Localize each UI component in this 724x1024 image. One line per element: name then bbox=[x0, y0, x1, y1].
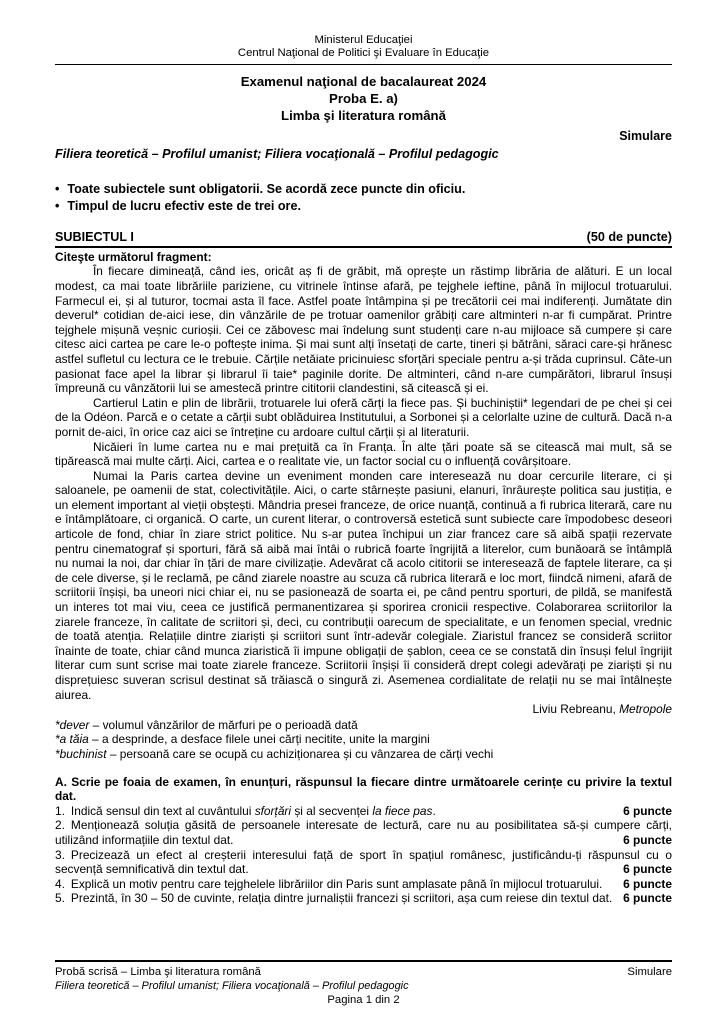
footnote bbox=[55, 718, 672, 733]
subject-1-heading-row bbox=[55, 230, 672, 248]
points-label: 6 puncte bbox=[623, 832, 672, 847]
footer-filiera: Filiera teoretică – Profilul umanist; Filiera vocaţională – Profilul pedagogic bbox=[55, 980, 409, 992]
footnote-definition: – a desprinde, a desface filele unei cărți necitite, unite la margini bbox=[88, 732, 430, 747]
page-footer bbox=[55, 960, 672, 1007]
question-number: 2. bbox=[55, 818, 65, 833]
center-name: Centrul Naţional de Politici şi Evaluare în Educaţie bbox=[237, 47, 490, 59]
question-number: 3. bbox=[55, 847, 65, 862]
points-label: 6 puncte bbox=[623, 803, 672, 818]
footer-variant: Simulare bbox=[627, 966, 672, 978]
footnote bbox=[55, 732, 672, 747]
question-text: și al secvenței bbox=[291, 803, 373, 818]
points-label: 6 puncte bbox=[623, 891, 672, 906]
exam-title: Examenul naţional de bacalaureat 2024 bbox=[240, 74, 487, 89]
question-italic-term: sforțări bbox=[254, 803, 292, 818]
footnote bbox=[55, 747, 672, 762]
question-text: Menționează soluția găsită de persoanele interesate de lectură, care nu au posibilitatea să-și cumpere cărți, utilizând informațiile din textul dat. bbox=[55, 818, 672, 847]
points-label: 6 puncte bbox=[623, 862, 672, 877]
question-text: Explică un motiv pentru care tejghelele librăriilor din Paris sunt amplasate până în mijlocul trotuarului. bbox=[70, 876, 603, 891]
footnote-definition: – volumul vânzărilor de mărfuri pe o perioadă dată bbox=[89, 717, 358, 732]
question-italic-term: la fiece pas bbox=[372, 803, 433, 818]
question-4 bbox=[55, 877, 672, 892]
fragment-paragraph: Nicăieri în lume cartea nu e mai prețuită ca în Franța. În alte țări poate să se citească mai mult, să se tipărească mai multe cărți. Aici, cartea e o realitate vie, un factor social cu o influență covârșitoare. bbox=[55, 439, 672, 469]
exam-subject: Limba şi literatura română bbox=[281, 108, 446, 123]
variant-label: Simulare bbox=[619, 129, 672, 143]
filiera-line: Filiera teoretică – Profilul umanist; Filiera vocaţională – Profilul pedagogic bbox=[55, 146, 499, 161]
footnote-definition: – persoană care se ocupă cu achiziționarea și cu vânzarea de cărți vechi bbox=[106, 746, 494, 761]
attribution-author: Liviu Rebreanu, bbox=[532, 702, 620, 717]
subject-1-points: (50 de puncte) bbox=[586, 230, 672, 245]
title-block bbox=[55, 73, 672, 124]
fragment-paragraph: Numai la Paris cartea devine un eveniment monden care interesează nu doar cercurile literare, ci și saloanele, pe oamenii de stat, colectivitățile. Aici, o carte stârnește pasiuni, elanuri, înrâurește politica sau justiția, e un element important al vieții obștești. Mândria presei franceze, de orice nuanță, continuă a fi rubrica literară, care nu e întâmplătoare, ci organică. O carte, un curent literar, o controversă estetică sunt subiecte care împodobesc deseori articole de fond, chiar în ziare strict politice. Nu s-ar putea închipui un ziar francez care să aibă spații rezervate pentru cinematograf și sporturi, fără să aibă mai întâi o rubrică foarte îngrijită a literelor, cum bunăoară se întâmplă nu numai la noi, dar chiar în țări de mare civilizație. Adevărat că acolo cititorii se interesează de faptele literare, ca și de cele diverse, și le reclamă, pe când ziarele noastre au scuza că rubrica literară e loc mort, fiindcă nimeni, afară de scriitorii înșiși, ba uneori nici chiar ei, nu se pasionează de soarta ei, pe când pentru sporturi, de pildă, se manifestă un interes tot mai viu, ceea ce justifică permanentizarea și sporirea cronicii respective. Colaborarea scriitorilor la ziarele franceze, în calitate de scriitori și, deci, cu contribuții oarecum de specialitate, e un fenomen special, vrednic de toată atenția. Relațiile dintre ziariști și scriitori sunt într-adevăr colegiale. Ziaristul francez se consideră scriitor înainte de toate, chiar când munca ziaristică îi impune obligații de șablon, ceea ce se constată din însuși felul îngrijit literar cum sunt scrise mai toate ziarele franceze. Scriitorii înșiși îi consideră drept colegi adevărați pe ziariști și nu disprețuiesc suveran scrisul destinat să trăiască o singură zi. Asemenea cordialitate de relații nu se mai întâlnește aiurea. bbox=[55, 468, 672, 702]
note-obligatory: • Toate subiectele sunt obligatorii. Se acordă zece puncte din oficiu. bbox=[55, 181, 672, 198]
footnotes bbox=[55, 718, 672, 762]
question-text: Prezintă, în 30 – 50 de cuvinte, relația dintre jurnaliștii francezi și scriitori, așa cum reiese din textul dat. bbox=[70, 891, 613, 906]
exam-proba: Proba E. a) bbox=[329, 91, 398, 106]
literary-fragment bbox=[55, 264, 672, 761]
fragment-paragraph: În fiecare dimineață, când ies, oricât aș fi de grăbit, mă oprește un răstimp librăria de alături. E un local modest, ca mai toate librăriile pariziene, cu vitrinele întinse afară, pe tejghele ieftine, până în mijlocul trotuarului. Farmecul ei, și al tuturor, tocmai asta îl face. Astfel poate întâmpina și pe trecătorii cei mai indiferenți. Jumătate din deverul* cotidian de-aici iese, din vânzările de pe trotuar oamenilor grăbiți care altminteri n-ar fi cumpărat. Printre tejghele mișună veșnic curioșii. Cei ce zăbovesc mai îndelung sunt studenți care n-au mijloace să cumpere și care citesc aici cartea pe care le-o poftește inima. Și mai sunt alți însetați de carte, tineri și bătrâni, săraci care-și hrănesc astfel sufletul cu lectura ce le trebuie. Cărțile netăiate pricinuiesc sforțări speciale pentru a-și trăda cuprinsul. Câte-un pasionat face apel la librar și librarul îi taie* paginile dorite. De altminteri, când n-are cumpărători, librarul însuși împreună cu vânzătorii lui se amestecă printre cititorii clandestini, să citească și ei. bbox=[55, 264, 672, 396]
question-text: Indică sensul din text al cuvântului bbox=[70, 803, 255, 818]
footnote-term: *a tăia bbox=[55, 732, 89, 747]
section-a bbox=[55, 775, 672, 906]
attribution-work: Metropole bbox=[619, 702, 672, 717]
footer-proba: Probă scrisă – Limba şi literatura română bbox=[55, 966, 261, 978]
footer-row bbox=[55, 965, 672, 979]
question-number: 5. bbox=[55, 891, 65, 906]
question-5 bbox=[55, 891, 672, 906]
question-text: Precizează un efect al creșterii interesului față de sport în spațiul românesc, justificându-ți răspunsul cu o secvență semnificativă din textul dat. bbox=[55, 847, 672, 877]
question-number: 1. bbox=[55, 803, 65, 818]
footnote-term: *dever bbox=[55, 717, 90, 732]
section-a-intro: A. Scrie pe foaia de examen, în enunțuri, răspunsul la fiecare dintre următoarele cerințe cu privire la textul dat. bbox=[55, 774, 672, 804]
general-notes bbox=[55, 181, 672, 214]
page-number: Pagina 1 din 2 bbox=[327, 994, 400, 1006]
ministry-name: Ministerul Educaţiei bbox=[314, 34, 413, 46]
question-text: . bbox=[432, 803, 436, 818]
note-duration: • Timpul de lucru efectiv este de trei ore. bbox=[55, 198, 672, 215]
subject-1-heading: SUBIECTUL I bbox=[55, 230, 134, 245]
footnote-term: *buchinist bbox=[55, 746, 107, 761]
points-label: 6 puncte bbox=[623, 876, 672, 891]
question-3 bbox=[55, 848, 672, 877]
attribution bbox=[55, 702, 672, 717]
question-2 bbox=[55, 818, 672, 847]
question-1 bbox=[55, 804, 672, 819]
fragment-paragraph: Cartierul Latin e plin de librării, trotuarele lui oferă cărți la fiece pas. Și buchiniștii* legendari de pe chei și cei de la Odéon. Parcă e o cetate a cărții subt oblăduirea Institutului, a Sorbonei și a celorlalte uzine de cultură. Dacă n-a pornit de-aici, în orice caz aici se întreține cu ardoare cultul cărții și al literaturii. bbox=[55, 395, 672, 439]
document-header bbox=[55, 34, 672, 65]
question-number: 4. bbox=[55, 876, 65, 891]
fragment-instruction: Citeşte următorul fragment: bbox=[55, 249, 212, 264]
